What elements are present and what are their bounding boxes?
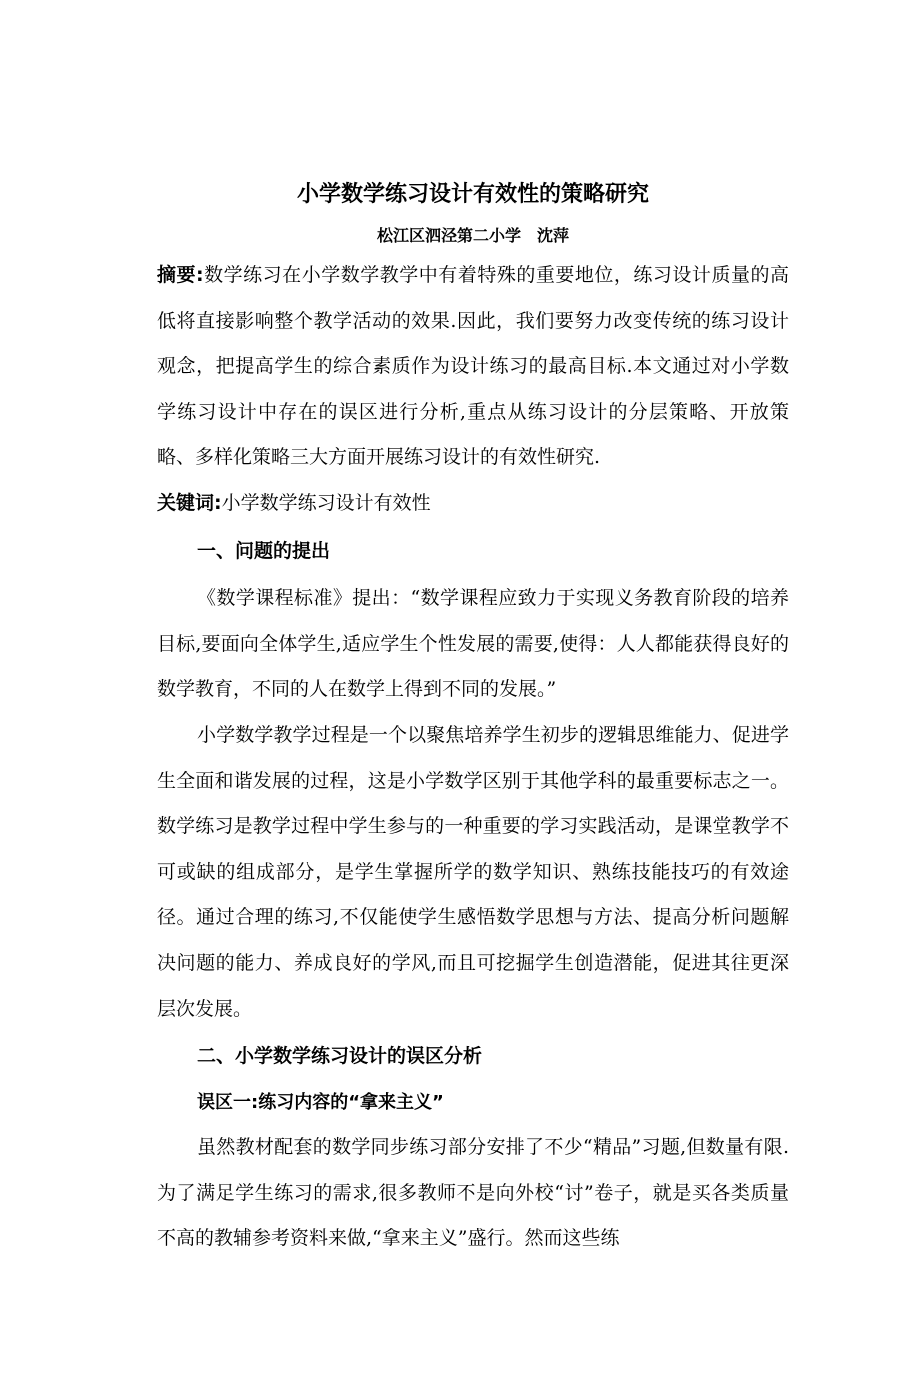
section2-paragraph-1: 虽然教材配套的数学同步练习部分安排了不少“精品”习题,但数量有限.为了满足学生练习的需求,很多教师不是向外校“讨”卷子，就是买各类质量不高的教辅参考资料来做,“拿来主义”盛行。然而这些练 (157, 1136, 789, 1250)
abstract-label: 摘要: (157, 264, 204, 286)
document-title: 小学数学练习设计有效性的策略研究 (296, 182, 649, 207)
abstract-text: 数学练习在小学数学教学中有着特殊的重要地位，练习设计质量的高低将直接影响整个教学活动的效果.因此，我们要努力改变传统的练习设计观念，把提高学生的综合素质作为设计练习的最高目标.本文通过对小学数学练习设计中存在的误区进行分析,重点从练习设计的分层策略、开放策略、多样化策略三大方面开展练习设计的有效性研究. (157, 264, 789, 469)
abstract-paragraph (157, 253, 789, 481)
keywords-label: 关键词: (157, 491, 222, 514)
document-page (157, 175, 789, 1262)
keywords-paragraph (157, 481, 789, 527)
section-heading-2: 二、小学数学练习设计的误区分析 (197, 1045, 483, 1068)
keywords-text: 小学数学练习设计有效性 (221, 491, 431, 514)
section2-subheading-1: 误区一:练习内容的“拿来主义” (197, 1091, 444, 1113)
section1-paragraph-2: 小学数学教学过程是一个以聚焦培养学生初步的逻辑思维能力、促进学生全面和谐发展的过程，这是小学数学区别于其他学科的最重要标志之一。数学练习是教学过程中学生参与的一种重要的学习实践活动，是课堂教学不可或缺的组成部分，是学生掌握所学的数学知识、熟练技能技巧的有效途径。通过合理的练习,不仅能使学生感悟数学思想与方法、提高分析问题解决问题的能力、养成良好的学风,而且可挖掘学生创造潜能，促进其往更深层次发展。 (157, 723, 789, 1020)
section-heading-1: 一、问题的提出 (197, 539, 331, 562)
section1-paragraph-1: 《数学课程标准》提出：“数学课程应致力于实现义务教育阶段的培养目标,要面向全体学生,适应学生个性发展的需要,使得：人人都能获得良好的数学教育，不同的人在数学上得到不同的发展。” (157, 587, 789, 701)
author-line: 松江区泗泾第二小学 沈萍 (376, 226, 569, 245)
